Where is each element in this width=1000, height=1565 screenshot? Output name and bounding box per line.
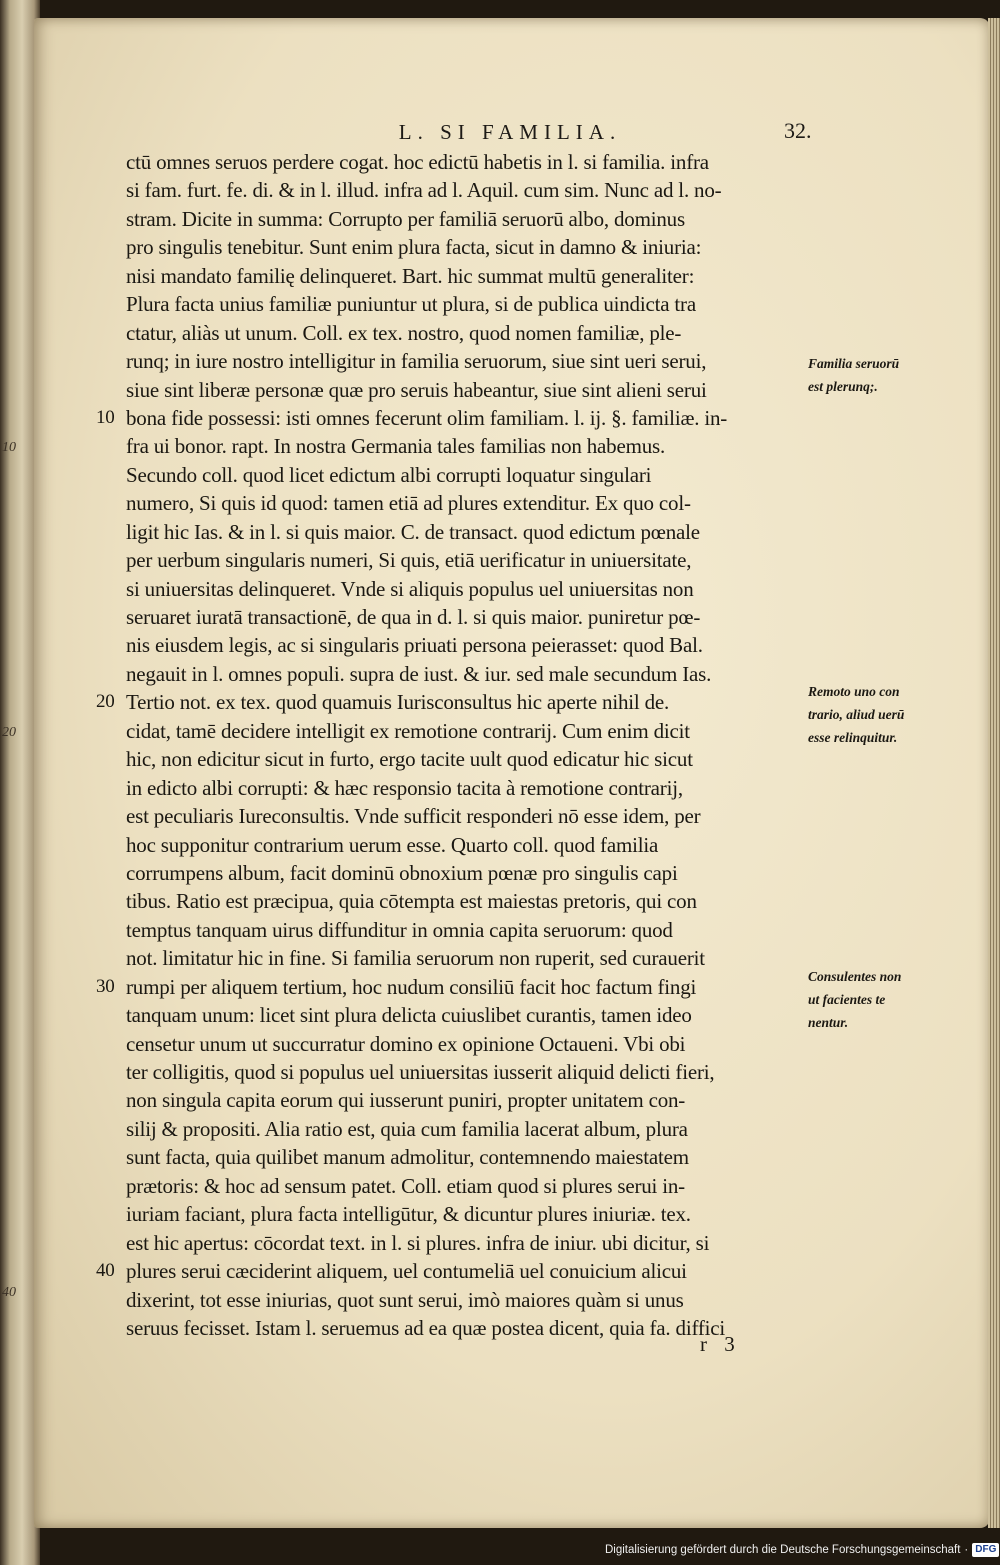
gloss-line: Remoto uno con <box>808 684 900 699</box>
line-text: non singula capita eorum qui iusserunt puniri, propter unitatem con- <box>126 1088 686 1113</box>
text-line <box>126 1086 811 1114</box>
text-line <box>126 631 811 659</box>
line-text: numero, Si quis id quod: tamen etiā ad plures extenditur. Ex quo col- <box>126 491 691 516</box>
text-line <box>126 546 811 574</box>
text-line <box>126 262 811 290</box>
gloss-line: est plerunq;. <box>808 379 878 394</box>
footer-credit: Digitalisierung gefördert durch die Deutsche Forschungsgemeinschaft <box>605 1544 961 1556</box>
text-line <box>126 1200 811 1228</box>
text-line <box>126 603 811 631</box>
text-line <box>126 745 811 773</box>
marginal-gloss <box>808 352 928 398</box>
left-margin-mark: 40 <box>2 1285 16 1300</box>
line-text: ter colligitis, quod si populus uel uniuersitas iusserit aliquid delicti fieri, <box>126 1060 715 1084</box>
line-text: plures serui cæciderint aliquem, uel contumeliā uel conuicium alicui <box>126 1259 687 1284</box>
running-title: L. SI FAMILIA. <box>398 120 622 144</box>
gloss-line: Familia seruorū <box>808 356 900 371</box>
line-text: Plura facta unius familiæ puniuntur ut plura, si de publica uindicta tra <box>126 292 696 317</box>
main-text-block <box>96 148 811 1342</box>
line-text: si fam. furt. fe. di. & in l. illud. infra ad l. Aquil. cum sim. Nunc ad l. no- <box>126 178 722 203</box>
line-text: dixerint, tot esse iniurias, quot sunt serui, imò maiores quàm si unus <box>126 1287 684 1312</box>
text-line <box>126 1143 811 1171</box>
text-line <box>126 774 811 802</box>
text-line <box>96 404 811 432</box>
gloss-line: Consulentes non <box>808 969 902 984</box>
text-line <box>126 916 811 944</box>
line-text: pro singulis tenebitur. Sunt enim plura facta, sicut in damno & iniuria: <box>126 235 702 260</box>
line-text: Tertio not. ex tex. quod quamuis Iurisconsultus hic aperte nihil de. <box>126 690 670 715</box>
line-text: negauit in l. omnes populi. supra de iust. & iur. sed male secundum Ias. <box>126 661 712 686</box>
line-text: temptus tanquam uirus diffunditur in omnia capita seruorum: quod <box>126 917 673 942</box>
line-text: per uerbum singularis numeri, Si quis, etiā uerificatur in uniuersitate, <box>126 548 692 573</box>
line-text: fra ui bonor. rapt. In nostra Germania tales familias non habemus. <box>126 434 666 459</box>
text-line <box>126 802 811 830</box>
text-line <box>126 1172 811 1200</box>
folio-number: 32. <box>784 118 812 143</box>
text-line <box>126 859 811 887</box>
line-text: hic, non edicitur sicut in furto, ergo tacite uult quod edicatur hic sicut <box>126 747 693 772</box>
text-line <box>126 575 811 603</box>
line-text: seruaret iuratā transactionē, de qua in d. l. si quis maior. puniretur pœ- <box>126 605 701 629</box>
page-fore-edge <box>988 18 1000 1528</box>
line-text: ctatur, aliàs ut unum. Coll. ex tex. nostro, quod nomen familiæ, ple- <box>126 320 682 345</box>
line-text: seruus fecisset. Istam l. seruemus ad ea quæ postea dicent, quia fa. diffici <box>126 1315 726 1340</box>
line-text: runq; in iure nostro intelligitur in familia seruorum, siue sint ueri serui, <box>126 349 707 374</box>
text-line <box>96 688 811 716</box>
line-text: Secundo coll. quod licet edictum albi corrupti loquatur singulari <box>126 462 652 487</box>
line-text: ligit hic Ias. & in l. si quis maior. C. de transact. quod edictum pœnale <box>126 519 700 544</box>
line-text: siue sint liberæ personæ quæ pro seruis habeantur, siue sint alieni serui <box>126 377 707 402</box>
line-text: bona fide possessi: isti omnes fecerunt olim familiam. l. ij. §. familiæ. in- <box>126 405 728 430</box>
line-text: cidat, tamē decidere intelligit ex remotione contrarij. Cum enim dicit <box>126 718 690 743</box>
digitization-footer: Digitalisierung gefördert durch die Deutsche Forschungsgemeinschaft · DFG <box>605 1540 1000 1560</box>
text-line <box>126 205 811 233</box>
signature-mark: r 3 <box>700 1332 741 1356</box>
line-text: tibus. Ratio est præcipua, quia cōtempta est maiestas pretoris, qui con <box>126 889 697 914</box>
text-line <box>126 148 811 176</box>
text-line <box>126 717 811 745</box>
text-line <box>126 1229 811 1257</box>
left-margin-mark: 10 <box>2 440 16 455</box>
line-text: est hic apertus: cōcordat text. in l. si plures. infra de iniur. ubi dicitur, si <box>126 1230 710 1255</box>
text-line <box>126 461 811 489</box>
text-line <box>126 518 811 546</box>
text-line <box>126 1030 811 1058</box>
gloss-line: nentur. <box>808 1015 849 1030</box>
text-line <box>126 489 811 517</box>
line-text: prætoris: & hoc ad sensum patet. Coll. etiam quod si plures serui in- <box>126 1173 685 1198</box>
line-text: stram. Dicite in summa: Corrupto per familiā seruorū albo, dominus <box>126 206 685 231</box>
text-line <box>126 1058 811 1086</box>
line-text: iuriam faciant, plura facta intelligūtur, & dicuntur plures iniuriæ. tex. <box>126 1202 691 1227</box>
text-line <box>126 319 811 347</box>
left-margin-mark: 20 <box>2 725 16 740</box>
line-number: 40 <box>96 1260 115 1282</box>
line-text: hoc supponitur contrarium uerum esse. Quarto coll. quod familia <box>126 832 659 857</box>
text-line <box>126 1286 811 1314</box>
text-line <box>126 887 811 915</box>
text-line <box>126 347 811 375</box>
line-text: corrumpens album, facit dominū obnoxium pœnæ pro singulis capi <box>126 860 678 885</box>
text-line <box>126 432 811 460</box>
gloss-line: ut facientes te <box>808 992 886 1007</box>
line-number: 30 <box>96 975 115 997</box>
line-number: 10 <box>96 406 115 428</box>
line-text: silij & propositi. Alia ratio est, quia cum familia lacerat album, plura <box>126 1116 688 1141</box>
text-line <box>126 831 811 859</box>
line-number: 20 <box>96 691 115 713</box>
text-line <box>126 1001 811 1029</box>
line-text: est peculiaris Iureconsultis. Vnde sufficit responderi nō esse idem, per <box>126 804 701 829</box>
line-text: nisi mandato familię delinqueret. Bart. hic summat multū generaliter: <box>126 263 695 288</box>
text-line <box>126 1115 811 1143</box>
text-line <box>126 176 811 204</box>
line-text: not. limitatur hic in fine. Si familia seruorum non ruperit, sed curauerit <box>126 946 705 971</box>
line-text: tanquam unum: licet sint plura delicta cuiuslibet curantis, tamen ideo <box>126 1003 692 1028</box>
text-line <box>126 660 811 688</box>
line-text: rumpi per aliquem tertium, hoc nudum consiliū facit hoc factum fingi <box>126 974 697 999</box>
line-text: si uniuersitas delinqueret. Vnde si aliquis populus uel uniuersitas non <box>126 576 694 601</box>
marginal-gloss <box>808 965 928 1034</box>
line-text: ctū omnes seruos perdere cogat. hoc edictū habetis in l. si familia. infra <box>126 150 709 174</box>
line-text: censetur unum ut succurratur domino ex opinione Octaueni. Vbi obi <box>126 1031 686 1056</box>
text-line <box>126 376 811 404</box>
text-line <box>96 1257 811 1285</box>
text-line <box>126 944 811 972</box>
text-line <box>126 233 811 261</box>
gloss-line: esse relinquitur. <box>808 730 898 745</box>
marginal-gloss <box>808 680 928 749</box>
text-line <box>96 973 811 1001</box>
line-text: sunt facta, quia quilibet manum admolitur, contemnendo maiestatem <box>126 1145 689 1170</box>
line-text: in edicto albi corrupti: & hæc responsio tacita à remotione contrarij, <box>126 775 683 800</box>
dfg-logo: DFG <box>972 1543 999 1557</box>
line-text: nis eiusdem legis, ac si singularis priuati persona peierasset: quod Bal. <box>126 633 703 658</box>
gloss-line: trario, aliud uerū <box>808 707 905 722</box>
text-line <box>126 290 811 318</box>
